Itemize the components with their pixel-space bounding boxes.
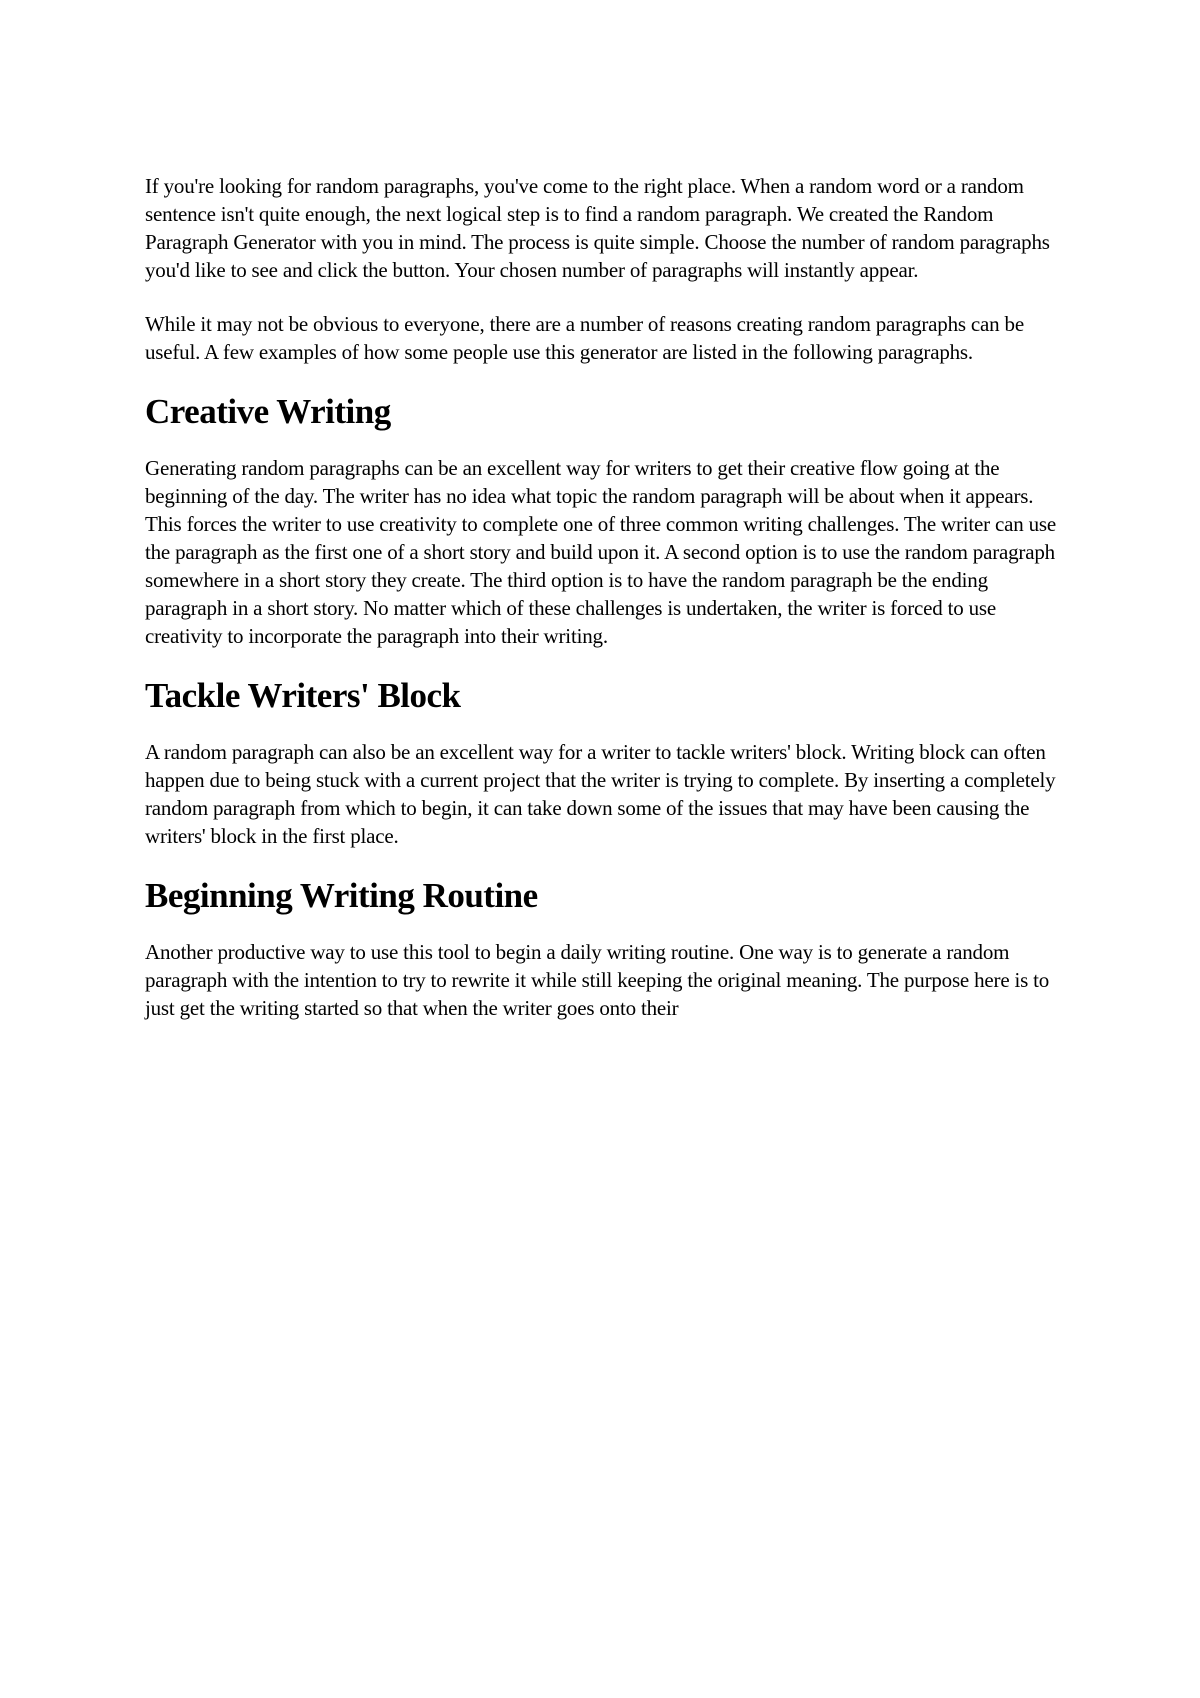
section-body-beginning-writing-routine: Another productive way to use this tool to begin a daily writing routine. One way is to generate a random paragraph with the intention to try to rewrite it while still keeping the original meaning. The purpose here is to just get the writing started so that when the writer goes onto their [145,940,1050,1020]
section-heading-beginning-writing-routine: Beginning Writing Routine [145,876,538,915]
document-page [145,172,1070,1048]
section-heading-creative-writing: Creative Writing [145,392,391,431]
section-body-creative-writing: Generating random paragraphs can be an excellent way for writers to get their creative flow going at the beginning of the day. The writer has no idea what topic the random paragraph will be about when it appears. This forces the writer to use creativity to complete one of three common writing challenges. The writer can use the paragraph as the first one of a short story and build upon it. A second option is to use the random paragraph somewhere in a short story they create. The third option is to have the random paragraph be the ending paragraph in a short story. No matter which of these challenges is undertaken, the writer is forced to use creativity to incorporate the paragraph into their writing. [145,456,1057,648]
intro-paragraph-2: While it may not be obvious to everyone, there are a number of reasons creating random paragraphs can be useful. A few examples of how some people use this generator are listed in the following paragraphs. [145,312,1024,364]
section-body-tackle-writers-block: A random paragraph can also be an excellent way for a writer to tackle writers' block. Writing block can often happen due to being stuck with a current project that the writer is trying to complete. By inserting a completely random paragraph from which to begin, it can take down some of the issues that may have been causing the writers' block in the first place. [145,740,1056,848]
section-heading-tackle-writers-block: Tackle Writers' Block [145,676,461,715]
intro-paragraph-1: If you're looking for random paragraphs, you've come to the right place. When a random word or a random sentence isn't quite enough, the next logical step is to find a random paragraph. We created the Random Paragraph Generator with you in mind. The process is quite simple. Choose the number of random paragraphs you'd like to see and click the button. Your chosen number of paragraphs will instantly appear. [145,174,1050,282]
